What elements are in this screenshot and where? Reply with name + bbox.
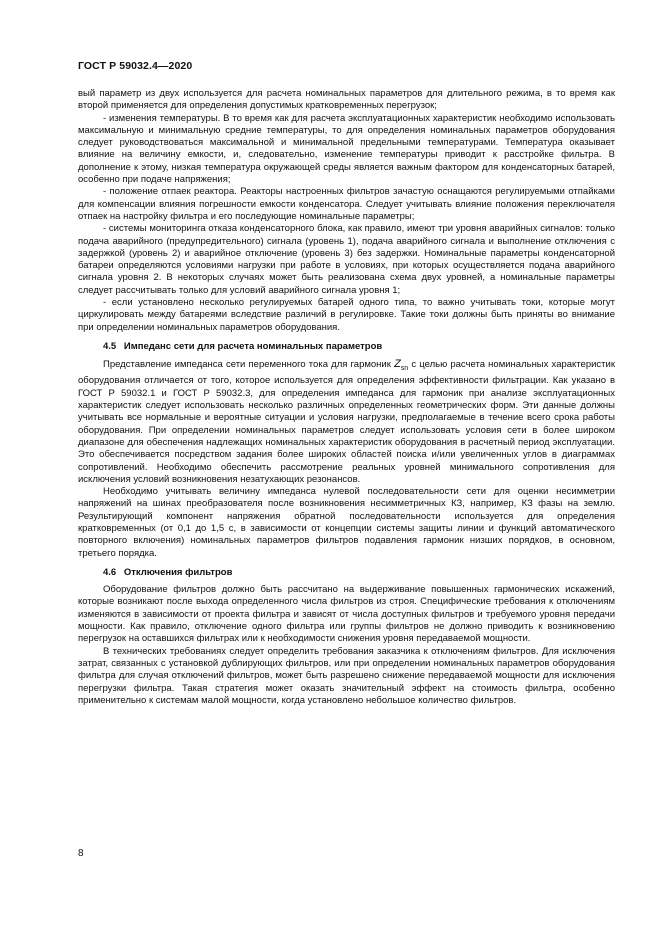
section-heading-4-5 [78, 341, 615, 353]
section-title: Импеданс сети для расчета номинальных параметров [123, 340, 383, 352]
list-item: - если установлено несколько регулируемых батарей одного типа, то важно учитывать токи, которые могут циркулировать между батареями вследствие различий в регулировке. Такие токи должны быть приняты во внимание при определении номинальных параметров оборудования. [78, 297, 615, 333]
text-run: Представление импеданса сети переменного тока для гармоник [103, 359, 395, 371]
impedance-symbol: Z [394, 358, 401, 371]
text-run: с целью расчета номинальных характеристик оборудования отличается от того, которое используется для определения эффективности фильтрации. Как указано в ГОСТ Р 59032.1 и ГОСТ Р 59032.3, для определения импеданса для гармоник при анализе эксплуатационных характеристик следует использовать несколько различных определенных геометрических форм. Эти данные должны учитывать все нормальные и вероятные ситуации и условия нагрузки, предполагаемые в течение всего срока работы оборудования. При определении номинальных параметров следует использовать условия сети в более широком диапазоне для обеспечения надлежащих номинальных характеристик оборудования в расчетный период эксплуатации. Это обеспечивается посредством задания более широких областей поиска и/или увеличенных углов в диаграммах сопротивлений. Необходимо обеспечить рассмотрение реальных уровней минимального сопротивления для исключения условий возникновения незатухающих резонансов. [78, 359, 615, 485]
section-heading-4-6 [78, 567, 615, 579]
standard-designation: ГОСТ Р 59032.4—2020 [78, 60, 193, 72]
list-item: - системы мониторинга отказа конденсаторного блока, как правило, имеют три уровня аварийных сигналов: только подача аварийного (предупредительного) сигнала (уровень 1), подача аварийного сигнала и выполнение отключения с задержкой (уровень 2) и аварийное отключение (уровень 3) без задержки. Номинальные параметры конденсаторной батареи определяются условиями нагрузки при работе в условиях, при которых осуществляется подача аварийного сигнала уровня 2. В некоторых случаях может быть реализована схема двух уровней, а номинальные параметры следует рассчитывать только для условий аварийного сигнала уровня 1; [78, 223, 615, 296]
paragraph: вый параметр из двух используется для расчета номинальных параметров для длительного режима, в то время как второй применяется для определения допустимых кратковременных перегрузок; [78, 88, 615, 112]
section-number: 4.6 [103, 566, 117, 578]
list-item: - положение отпаек реактора. Реакторы настроенных фильтров зачастую оснащаются регулируемыми отпайками для компенсации влияния погрешности емкости конденсатора. Следует учитывать влияние положения переключателя отпаек на настройку фильтра и его последующие номинальные параметры; [78, 186, 615, 222]
paragraph [78, 358, 615, 486]
section-number: 4.5 [103, 340, 117, 352]
page-number: 8 [78, 848, 84, 859]
paragraph: Оборудование фильтров должно быть рассчитано на выдерживание повышенных гармонических искажений, которые возникают после выхода определенного числа фильтров из строя. Специфические требования к отключениям изменяются в зависимости от проекта фильтра и зависят от числа доступных фильтров и требуемого уровня передачи мощности. Как правило, отключение одного фильтра или группы фильтров не должно приводить к возникновению перегрузок на оставшихся фильтрах или к необходимости снижения уровня передаваемой мощности. [78, 584, 615, 645]
paragraph: Необходимо учитывать величину импеданса нулевой последовательности сети для оценки несимметрии напряжений на шинах преобразователя после возникновения несимметричных КЗ, например, КЗ фазы на землю. Результирующий компонент напряжения обратной последовательности используется для определения кратковременных (от 0,1 до 1,5 с, в зависимости от концепции системы защиты линии и функций автоматического повторного включения) номинальных параметров фильтров подавления гармоник низших порядков, в основном, третьего порядка. [78, 486, 615, 559]
list-item: - изменения температуры. В то время как для расчета эксплуатационных характеристик необходимо использовать максимальную и минимальную средние температуры, то для определения номинальных параметров оборудования следует руководствоваться максимальной и минимальной предельными температурами. Температура оказывает влияние на величину емкости, и, следовательно, изменение температуры приводит к расстройке фильтра. В дополнение к этому, низкая температура окружающей среды является важным фактором для конденсаторных батарей, особенно при подаче напряжения; [78, 112, 615, 186]
impedance-subscript: sn [400, 365, 409, 373]
section-title: Отключения фильтров [123, 566, 233, 578]
page-body [78, 88, 615, 707]
paragraph: В технических требованиях следует определить требования заказчика к отключениям фильтров. Для исключения затрат, связанных с установкой дублирующих фильтров, или при определении номинальных параметров оборудования фильтра для случая отключений фильтров, может быть разрешено снижение передаваемой мощности для исключения перегрузки фильтра. Такая стратегия может оказать значительный эффект на стоимость фильтра, особенно применительно к системам малой мощности, когда установлено небольшое количество фильтров. [78, 645, 615, 706]
